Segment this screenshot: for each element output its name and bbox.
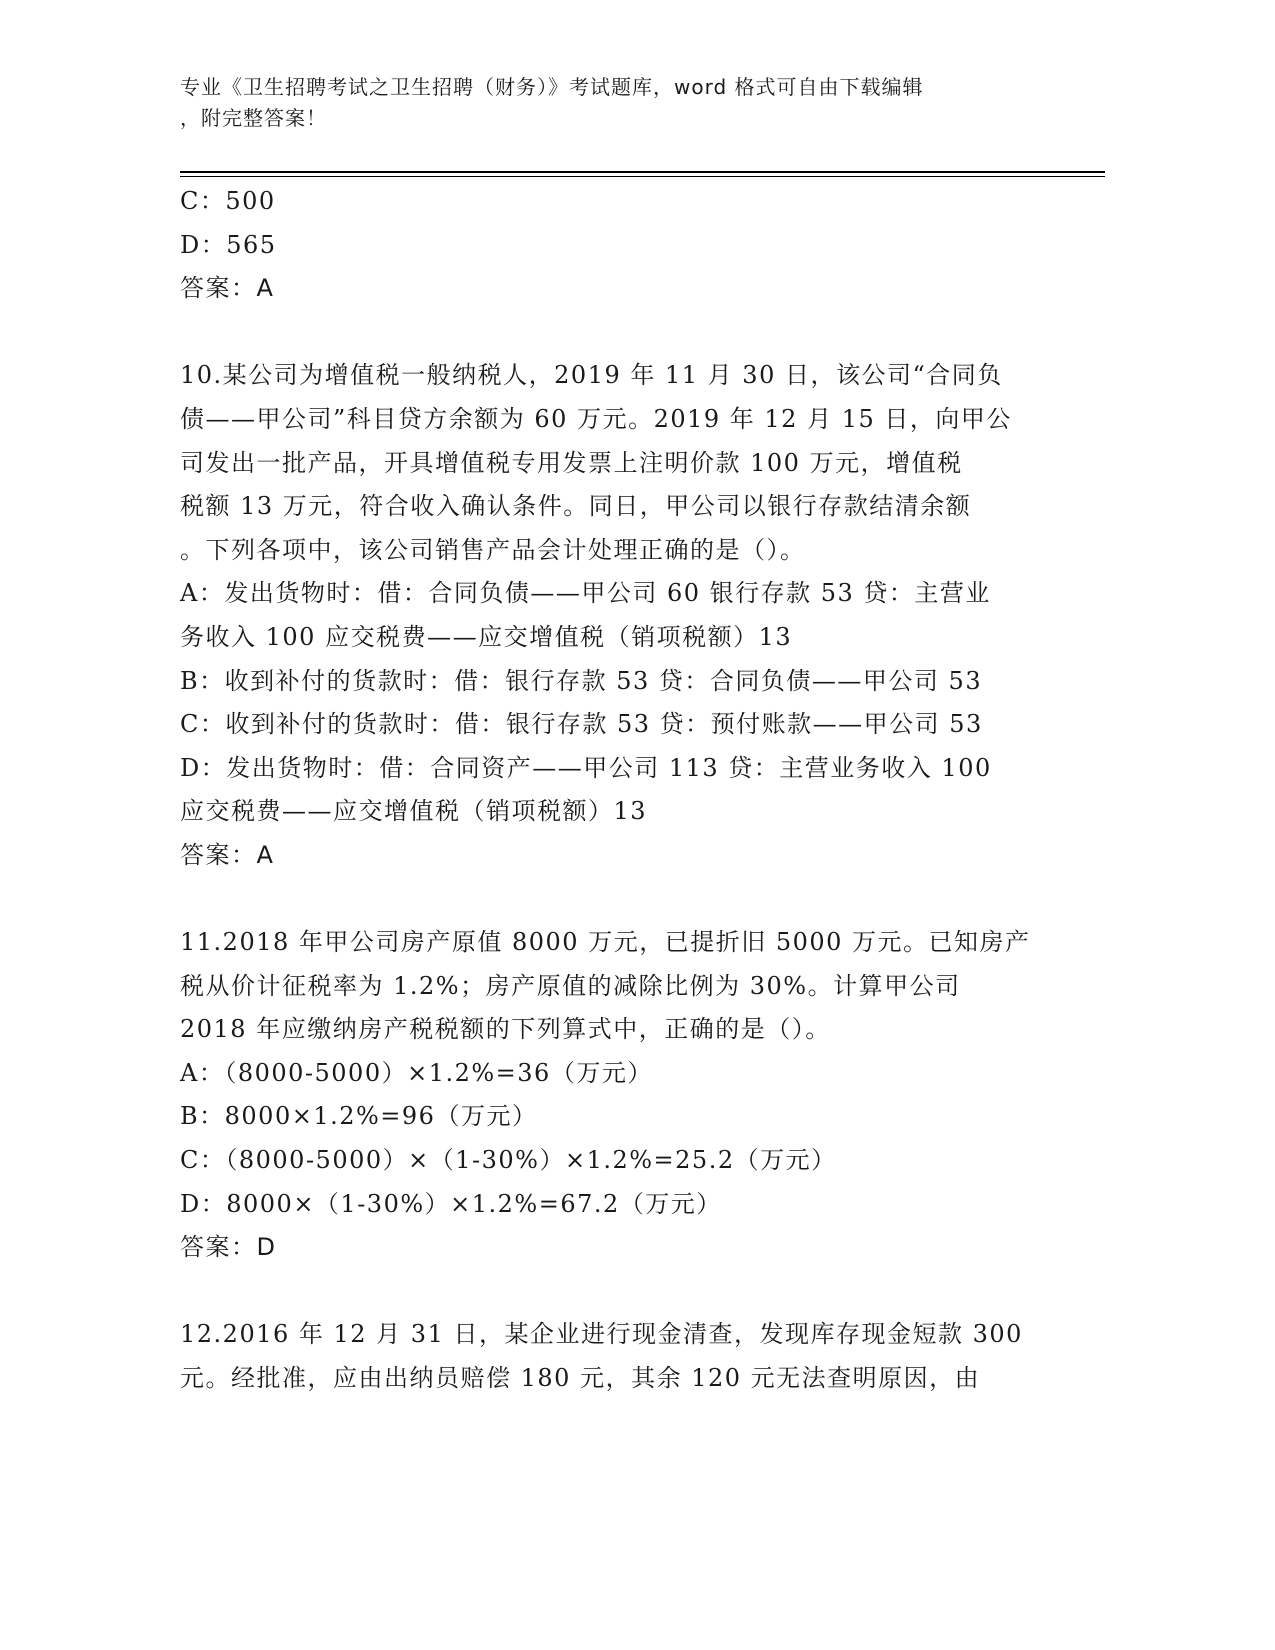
question-line: 2018 年应缴纳房产税税额的下列算式中，正确的是（）。	[180, 1015, 831, 1044]
question-line: 12.2016 年 12 月 31 日，某企业进行现金清查，发现库存现金短款 300	[180, 1320, 1023, 1349]
answer-line: 答案：A	[180, 274, 275, 303]
spacer	[180, 1270, 1060, 1314]
option-line: D：8000×（1-30%）×1.2%=67.2（万元）	[180, 1189, 722, 1218]
question-line: 元。经批准，应由出纳员赔偿 180 元，其余 120 元无法查明原因，由	[180, 1364, 981, 1393]
option-line: B：收到补付的货款时：借：银行存款 53 贷：合同负债——甲公司 53	[180, 666, 983, 695]
header-divider-thin	[180, 176, 1105, 177]
option-line: D：565	[180, 230, 277, 259]
header-line: 专业《卫生招聘考试之卫生招聘（财务）》考试题库，word 格式可自由下载编辑	[180, 75, 924, 99]
document-body	[180, 180, 1060, 1401]
spacer	[180, 878, 1060, 922]
document-header	[180, 72, 1110, 134]
spacer	[180, 311, 1060, 355]
option-line: C：（8000-5000）×（1-30%）×1.2%=25.2（万元）	[180, 1146, 837, 1175]
option-line: 务收入 100 应交税费——应交增值税（销项税额）13	[180, 622, 793, 651]
option-line: C：500	[180, 187, 276, 215]
question-line: 。下列各项中，该公司销售产品会计处理正确的是（）。	[180, 535, 806, 564]
option-line: 应交税费——应交增值税（销项税额）13	[180, 797, 648, 826]
answer-line: 答案：D	[180, 1233, 277, 1262]
question-line: 债——甲公司”科目贷方余额为 60 万元。2019 年 12 月 15 日，向甲公	[180, 404, 1012, 433]
option-line: D：发出货物时：借：合同资产——甲公司 113 贷：主营业务收入 100	[180, 753, 992, 782]
question-line: 税额 13 万元，符合收入确认条件。同日，甲公司以银行存款结清余额	[180, 492, 972, 521]
answer-line: 答案：A	[180, 840, 275, 869]
question-line: 11.2018 年甲公司房产原值 8000 万元，已提折旧 5000 万元。已知房产	[180, 928, 1031, 957]
header-line: ，附完整答案！	[180, 106, 327, 130]
option-line: A：（8000-5000）×1.2%=36（万元）	[180, 1058, 653, 1087]
question-line: 税从价计征税率为 1.2%；房产原值的减除比例为 30%。计算甲公司	[180, 971, 961, 1000]
option-line: C：收到补付的货款时：借：银行存款 53 贷：预付账款——甲公司 53	[180, 710, 983, 739]
option-line: B：8000×1.2%=96（万元）	[180, 1102, 538, 1131]
question-line: 10.某公司为增值税一般纳税人，2019 年 11 月 30 日，该公司“合同负	[180, 361, 1003, 390]
question-line: 司发出一批产品，开具增值税专用发票上注明价款 100 万元，增值税	[180, 448, 963, 477]
option-line: A：发出货物时：借：合同负债——甲公司 60 银行存款 53 贷：主营业	[180, 579, 991, 608]
header-divider	[180, 171, 1105, 173]
